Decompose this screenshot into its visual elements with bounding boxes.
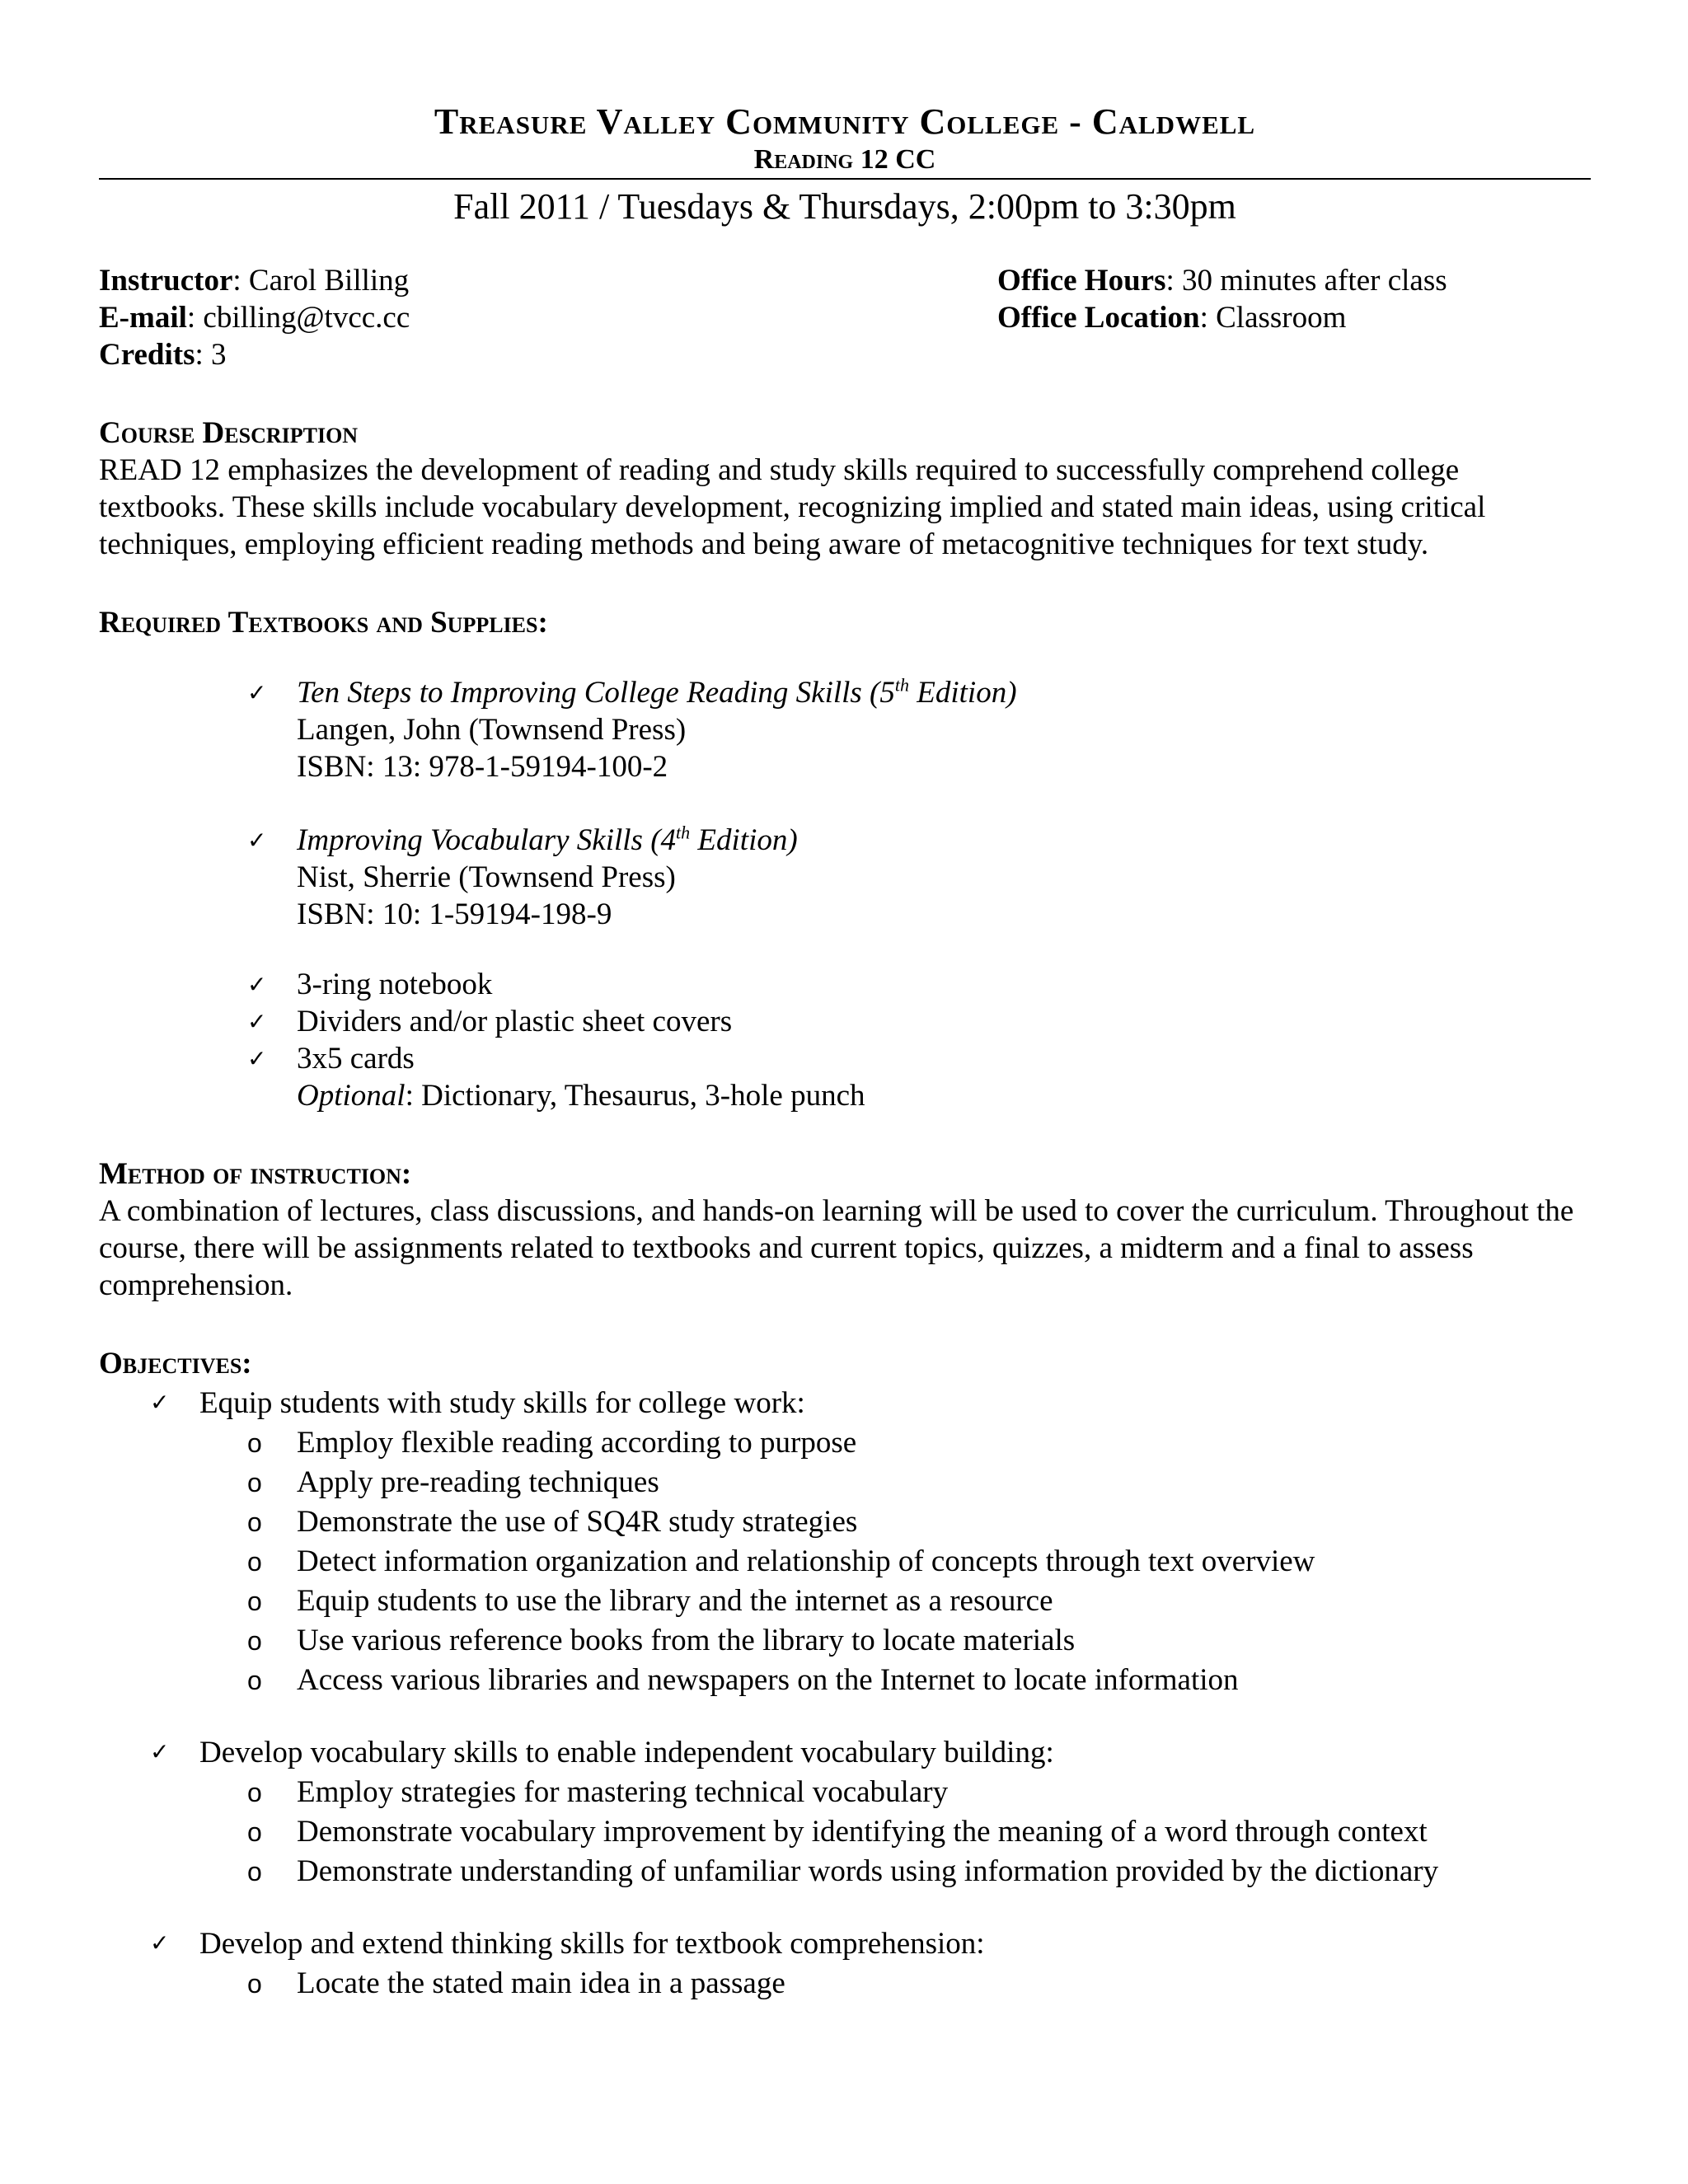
circle-bullet-icon: o bbox=[247, 1586, 262, 1616]
objective-main bbox=[99, 1384, 1591, 1423]
course-code: Reading 12 CC bbox=[753, 144, 936, 175]
instructor-info bbox=[99, 262, 997, 373]
checkmark-icon: ✓ bbox=[247, 679, 267, 706]
objective-item bbox=[99, 1812, 1591, 1852]
supply-item bbox=[247, 1040, 1591, 1077]
supply-list bbox=[99, 966, 1591, 1077]
edition-superscript: th bbox=[894, 674, 909, 696]
checkmark-icon: ✓ bbox=[247, 1045, 267, 1072]
objective-item-text: Employ flexible reading according to purpose bbox=[297, 1426, 857, 1460]
objective-item bbox=[99, 1661, 1591, 1700]
objective-main-text: Develop vocabulary skills to enable independent vocabulary building: bbox=[199, 1736, 1054, 1769]
textbook-title-text: Improving Vocabulary Skills (4 bbox=[297, 823, 677, 857]
objective-main bbox=[99, 1924, 1591, 1964]
email-address: : cbilling@tvcc.cc bbox=[186, 301, 410, 335]
office-location-label: Office Location bbox=[997, 301, 1200, 335]
office-location-line bbox=[997, 299, 1591, 336]
circle-bullet-icon: o bbox=[247, 1817, 262, 1847]
textbook-author: Langen, John (Townsend Press) bbox=[297, 713, 687, 747]
office-hours-label: Office Hours bbox=[997, 264, 1166, 298]
objective-item bbox=[99, 1964, 1591, 2004]
credits-line bbox=[99, 336, 997, 373]
textbook-author: Nist, Sherrie (Townsend Press) bbox=[297, 860, 676, 894]
objective-item-text: Apply pre-reading techniques bbox=[297, 1465, 659, 1499]
term-schedule: Fall 2011 / Tuesdays & Thursdays, 2:00pm to 3:30pm bbox=[453, 186, 1236, 227]
edition-superscript: th bbox=[676, 822, 691, 843]
textbook-title-edition: Edition) bbox=[690, 823, 798, 857]
supply-label: 3x5 cards bbox=[297, 1042, 415, 1076]
objective-item bbox=[99, 1621, 1591, 1661]
instructor-label: Instructor bbox=[99, 264, 233, 298]
objective-item bbox=[99, 1582, 1591, 1621]
header-divider bbox=[99, 178, 1591, 180]
textbook-list bbox=[99, 674, 1591, 933]
checkmark-icon: ✓ bbox=[150, 1929, 170, 1957]
textbook-isbn: ISBN: 10: 1-59194-198-9 bbox=[297, 898, 612, 931]
method-heading: Method of instruction: bbox=[99, 1157, 412, 1191]
objective-main bbox=[99, 1733, 1591, 1773]
objective-item-text: Access various libraries and newspapers on the Internet to locate information bbox=[297, 1663, 1239, 1697]
checkmark-icon: ✓ bbox=[150, 1389, 170, 1416]
supply-item bbox=[247, 1003, 1591, 1040]
office-info bbox=[997, 262, 1591, 373]
objectives-list bbox=[99, 1384, 1591, 2004]
circle-bullet-icon: o bbox=[247, 1507, 262, 1537]
textbook-title-edition: Edition) bbox=[909, 676, 1017, 710]
checkmark-icon: ✓ bbox=[247, 827, 267, 854]
course-info bbox=[99, 262, 1591, 373]
objective-group bbox=[99, 1733, 1591, 1891]
objective-item-text: Demonstrate the use of SQ4R study strategies bbox=[297, 1505, 858, 1539]
objective-item bbox=[99, 1542, 1591, 1582]
office-location-value: : Classroom bbox=[1199, 301, 1347, 335]
checkmark-icon: ✓ bbox=[247, 1008, 267, 1035]
circle-bullet-icon: o bbox=[247, 1857, 262, 1886]
supply-item bbox=[247, 966, 1591, 1003]
instructor-line bbox=[99, 262, 997, 299]
textbooks-heading: Required Textbooks and Supplies: bbox=[99, 606, 548, 640]
objective-item-text: Equip students to use the library and the internet as a resource bbox=[297, 1584, 1053, 1618]
textbook-isbn: ISBN: 13: 978-1-59194-100-2 bbox=[297, 750, 668, 784]
objective-item-text: Demonstrate understanding of unfamiliar words using information provided by the dictionary bbox=[297, 1854, 1439, 1888]
circle-bullet-icon: o bbox=[247, 1428, 262, 1458]
objectives-heading: Objectives: bbox=[99, 1347, 252, 1380]
textbook-details bbox=[297, 822, 798, 933]
objective-group bbox=[99, 1384, 1591, 1700]
instructor-name: : Carol Billing bbox=[232, 264, 410, 298]
course-description-text: READ 12 emphasizes the development of reading and study skills required to successfully comprehend college textbooks. These skills include vocabulary development, recognizing implied and stated main ideas, using critical techniques, employing efficient reading methods and being aware of metacognitive techniques for text study. bbox=[99, 453, 1486, 561]
circle-bullet-icon: o bbox=[247, 1468, 262, 1497]
supply-label: 3-ring notebook bbox=[297, 968, 493, 1001]
textbook-title bbox=[297, 674, 1017, 711]
objective-item bbox=[99, 1502, 1591, 1542]
textbook-details bbox=[297, 674, 1017, 785]
supply-label: Dividers and/or plastic sheet covers bbox=[297, 1005, 733, 1038]
optional-label: Optional bbox=[297, 1079, 406, 1113]
textbook-item bbox=[247, 674, 1591, 785]
textbook-title-text: Ten Steps to Improving College Reading Skills (5 bbox=[297, 676, 895, 710]
objective-item bbox=[99, 1773, 1591, 1812]
circle-bullet-icon: o bbox=[247, 1969, 262, 1999]
objective-main-text: Develop and extend thinking skills for textbook comprehension: bbox=[199, 1927, 985, 1961]
objective-item-text: Detect information organization and relationship of concepts through text overview bbox=[297, 1544, 1315, 1578]
credits-value: : 3 bbox=[195, 338, 227, 372]
checkmark-icon: ✓ bbox=[150, 1738, 170, 1765]
optional-supplies bbox=[99, 1077, 1591, 1114]
credits-label: Credits bbox=[99, 338, 195, 372]
textbook-item bbox=[247, 822, 1591, 933]
objective-item bbox=[99, 1463, 1591, 1502]
syllabus-page bbox=[99, 101, 1591, 2036]
objective-item bbox=[99, 1852, 1591, 1891]
office-hours-line bbox=[997, 262, 1591, 299]
optional-text: : Dictionary, Thesaurus, 3-hole punch bbox=[405, 1079, 865, 1113]
circle-bullet-icon: o bbox=[247, 1626, 262, 1656]
course-description-heading: Course Description bbox=[99, 416, 359, 450]
checkmark-icon: ✓ bbox=[247, 971, 267, 998]
email-label: E-mail bbox=[99, 301, 187, 335]
email-line bbox=[99, 299, 997, 336]
circle-bullet-icon: o bbox=[247, 1666, 262, 1695]
objective-item-text: Employ strategies for mastering technical vocabulary bbox=[297, 1775, 949, 1809]
college-title: Treasure Valley Community College - Caldwell bbox=[434, 101, 1256, 142]
objective-item-text: Locate the stated main idea in a passage bbox=[297, 1966, 785, 2000]
objective-main-text: Equip students with study skills for college work: bbox=[199, 1386, 805, 1420]
circle-bullet-icon: o bbox=[247, 1778, 262, 1807]
method-text: A combination of lectures, class discussions, and hands-on learning will be used to cover the curriculum. Throughout the course, there will be assignments related to textbooks and current topics, quizzes, a midterm and a final to assess comprehension. bbox=[99, 1194, 1574, 1302]
objective-group bbox=[99, 1924, 1591, 2004]
objective-item-text: Demonstrate vocabulary improvement by identifying the meaning of a word through context bbox=[297, 1815, 1428, 1849]
circle-bullet-icon: o bbox=[247, 1547, 262, 1577]
objective-item bbox=[99, 1423, 1591, 1463]
objective-item-text: Use various reference books from the library to locate materials bbox=[297, 1624, 1076, 1657]
textbook-title bbox=[297, 822, 798, 859]
office-hours-value: : 30 minutes after class bbox=[1165, 264, 1447, 298]
